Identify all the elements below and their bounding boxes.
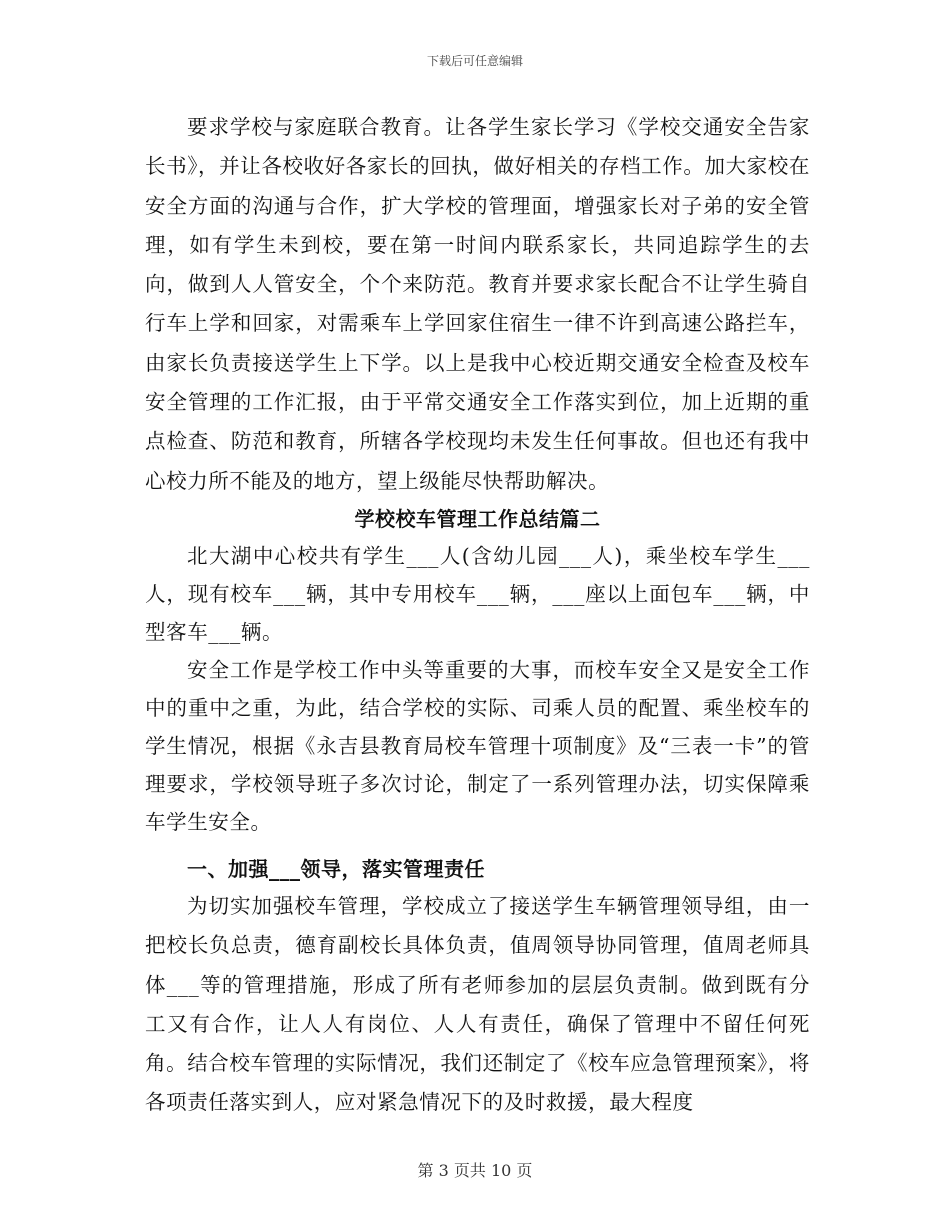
- paragraph-student-statistics: 北大湖中心校共有学生___人(含幼儿园___人)，乘坐校车学生___人，现有校车___辆，其中专用校车___辆，___座以上面包车___辆，中型客车___辆。: [145, 543, 810, 644]
- document-body: [145, 108, 810, 1123]
- section-heading-leadership: 一、加强___领导，落实管理责任: [187, 856, 485, 881]
- paragraph-school-family-education: 要求学校与家庭联合教育。让各学生家长学习《学校交通安全告家长书》，并让各校收好各家长的回执，做好相关的存档工作。加大家校在安全方面的沟通与合作，扩大学校的管理面，增强家长对子弟的安全管理，如有学生未到校，要在第一时间内联系家长，共同追踪学生的去向，做到人人管安全，个个来防范。教育并要求家长配合不让学生骑自行车上学和回家，对需乘车上学回家住宿生一律不许到高速公路拦车，由家长负责接送学生上下学。以上是我中心校近期交通安全检查及校车安全管理的工作汇报，由于平常交通安全工作落实到位，加上近期的重点检查、防范和教育，所辖各学校现均未发生任何事故。但也还有我中心校力所不能及的地方，望上级能尽快帮助解决。: [145, 115, 810, 493]
- paragraph-management-measures: 为切实加强校车管理，学校成立了接送学生车辆管理领导组，由一把校长负总责，德育副校长具体负责，值周领导协同管理，值周老师具体___等的管理措施，形成了所有老师参加的层层负责制。做到既有分工又有合作，让人人有岗位、人人有责任，确保了管理中不留任何死角。结合校车管理的实际情况，我们还制定了《校车应急管理预案》，将各项责任落实到人，应对紧急情况下的及时救援，最大程度: [145, 893, 810, 1115]
- page-header-note: 下载后可任意编辑: [426, 54, 523, 68]
- document-title: 学校校车管理工作总结篇二: [354, 506, 601, 531]
- page-number-footer: 第 3 页共 10 页: [417, 1161, 533, 1180]
- paragraph-safety-importance: 安全工作是学校工作中头等重要的大事，而校车安全又是安全工作中的重中之重，为此，结合学校的实际、司乘人员的配置、乘坐校车的学生情况，根据《永吉县教育局校车管理十项制度》及“三表一卡”的管理要求，学校领导班子多次讨论，制定了一系列管理办法，切实保障乘车学生安全。: [145, 657, 810, 834]
